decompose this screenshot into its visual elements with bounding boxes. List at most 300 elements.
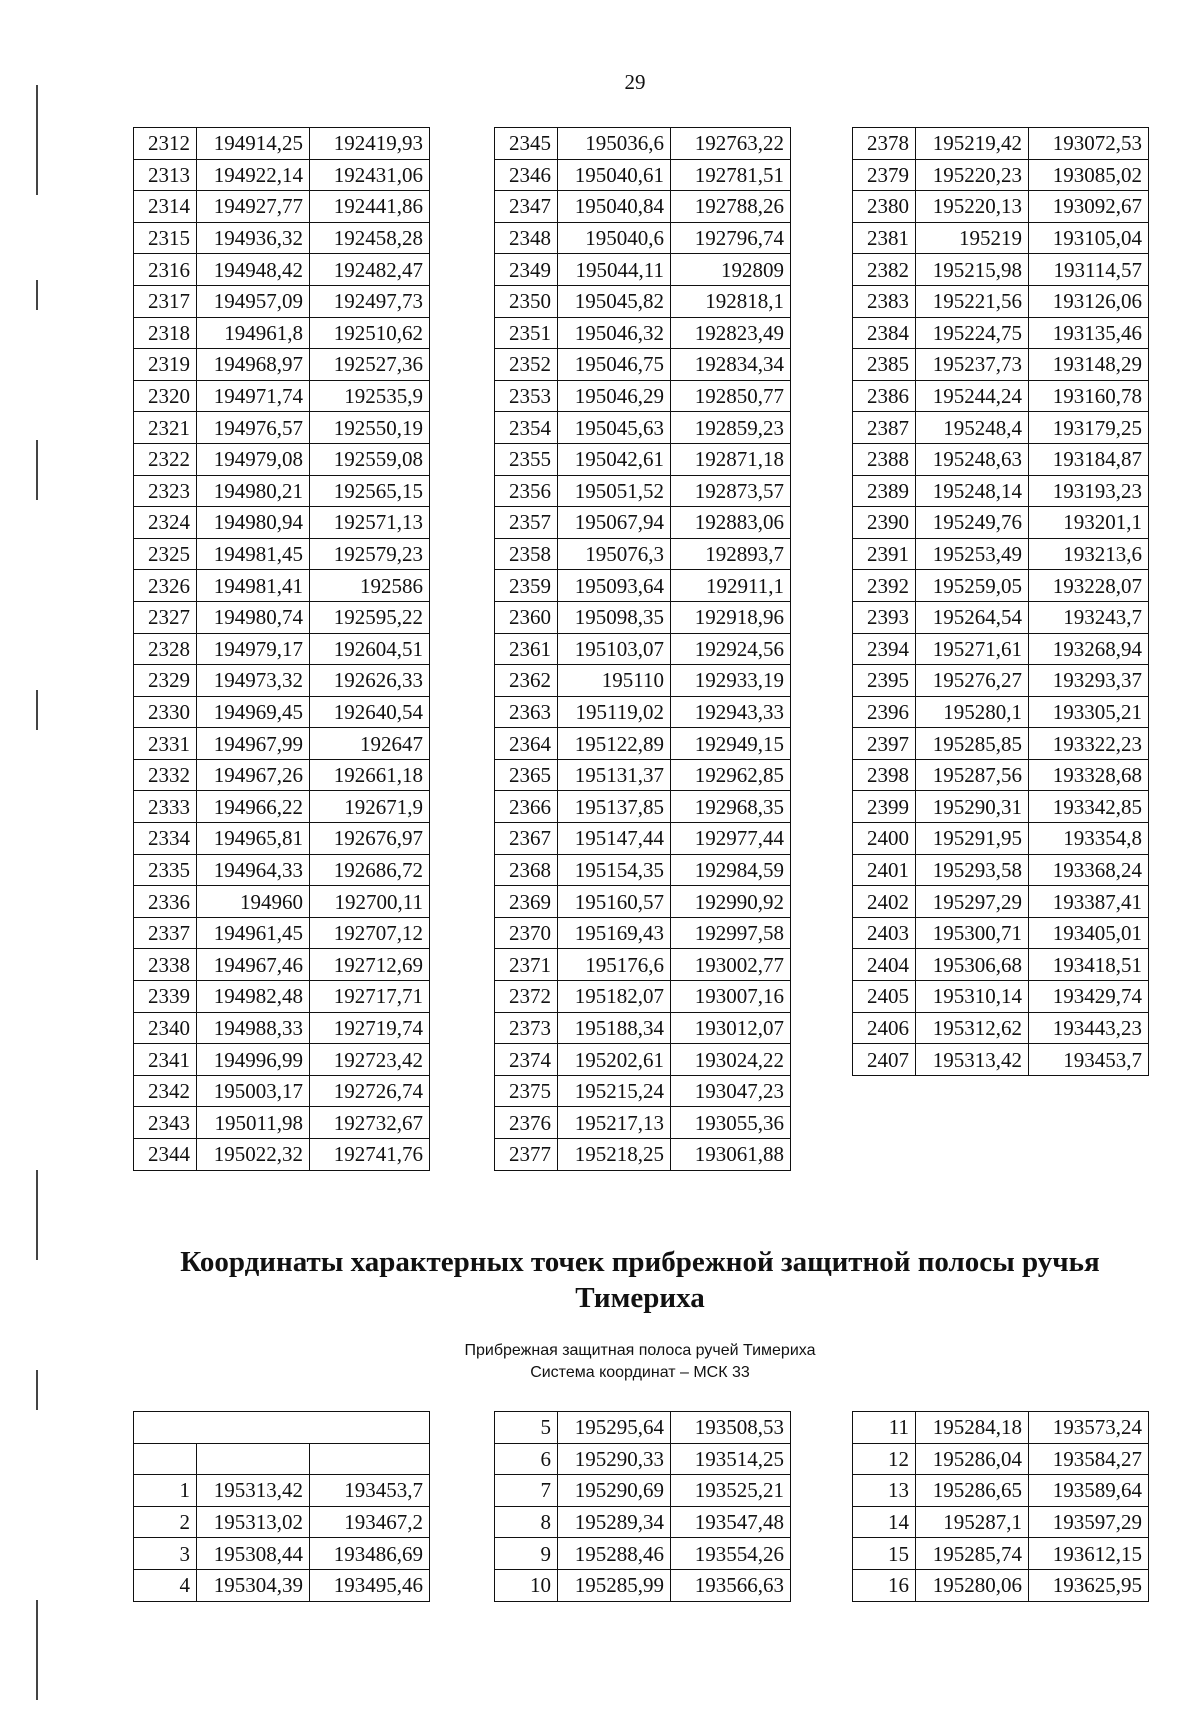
x-coordinate-cell: 195022,32 <box>197 1139 310 1171</box>
point-number-cell: 2319 <box>134 349 197 381</box>
table-row <box>853 665 1149 697</box>
x-coordinate-cell: 195287,1 <box>916 1506 1029 1538</box>
point-number-cell: 2341 <box>134 1044 197 1076</box>
coordinate-system-caption: Система координат – МСК 33 <box>530 1364 750 1381</box>
y-coordinate-cell: 192482,47 <box>310 254 430 286</box>
x-coordinate-cell: 195287,56 <box>916 759 1029 791</box>
point-number-cell: 2388 <box>853 443 916 475</box>
table-row <box>495 1475 791 1507</box>
y-coordinate-cell: 192626,33 <box>310 665 430 697</box>
x-coordinate-cell: 195040,6 <box>558 222 671 254</box>
table-row <box>134 759 430 791</box>
y-coordinate-cell: 192527,36 <box>310 349 430 381</box>
x-coordinate-cell: 195248,63 <box>916 443 1029 475</box>
point-number-cell: 2384 <box>853 317 916 349</box>
y-coordinate-cell: 193213,6 <box>1029 538 1149 570</box>
x-coordinate-cell: 195312,62 <box>916 1012 1029 1044</box>
y-coordinate-cell: 192796,74 <box>671 222 791 254</box>
table-row <box>134 222 430 254</box>
point-number-cell: 2350 <box>495 285 558 317</box>
x-coordinate-cell: 195219,42 <box>916 128 1029 160</box>
table-row <box>495 538 791 570</box>
table-row <box>134 728 430 760</box>
x-coordinate-cell: 195313,42 <box>916 1044 1029 1076</box>
x-coordinate-cell: 195217,13 <box>558 1107 671 1139</box>
y-coordinate-cell: 193486,69 <box>310 1538 430 1570</box>
point-number-cell: 2405 <box>853 981 916 1013</box>
y-coordinate-cell: 193160,78 <box>1029 380 1149 412</box>
x-coordinate-cell: 195237,73 <box>916 349 1029 381</box>
table-row <box>495 1538 791 1570</box>
table-caption: Прибрежная защитная полоса ручей Тимериха <box>464 1342 816 1359</box>
point-number-cell: 16 <box>853 1569 916 1601</box>
point-number-cell: 2371 <box>495 949 558 981</box>
point-number-cell: 15 <box>853 1538 916 1570</box>
table-row <box>134 1107 430 1139</box>
table-row <box>853 317 1149 349</box>
point-number-cell: 2323 <box>134 475 197 507</box>
y-coordinate-cell: 193467,2 <box>310 1506 430 1538</box>
table-row <box>853 759 1149 791</box>
x-coordinate-cell: 195119,02 <box>558 696 671 728</box>
empty-header-cell <box>134 1443 197 1475</box>
table-row <box>134 443 430 475</box>
table-row <box>853 254 1149 286</box>
point-number-cell: 2402 <box>853 886 916 918</box>
y-coordinate-cell: 193597,29 <box>1029 1506 1149 1538</box>
point-number-cell: 2347 <box>495 191 558 223</box>
point-number-cell: 2407 <box>853 1044 916 1076</box>
x-coordinate-cell: 195131,37 <box>558 759 671 791</box>
point-number-cell: 2385 <box>853 349 916 381</box>
x-coordinate-cell: 195220,13 <box>916 191 1029 223</box>
y-coordinate-cell: 193554,26 <box>671 1538 791 1570</box>
x-coordinate-cell: 195147,44 <box>558 823 671 855</box>
point-number-cell: 2346 <box>495 159 558 191</box>
point-number-cell: 2331 <box>134 728 197 760</box>
table-row <box>853 159 1149 191</box>
point-number-cell: 2374 <box>495 1044 558 1076</box>
table-row <box>495 696 791 728</box>
point-number-cell: 2322 <box>134 443 197 475</box>
table-row <box>853 412 1149 444</box>
point-number-cell: 2337 <box>134 917 197 949</box>
x-coordinate-cell: 195093,64 <box>558 570 671 602</box>
point-number-cell: 2339 <box>134 981 197 1013</box>
table-row <box>134 1506 430 1538</box>
y-coordinate-cell: 192834,34 <box>671 349 791 381</box>
table-row <box>495 191 791 223</box>
point-number-cell: 2351 <box>495 317 558 349</box>
y-coordinate-cell: 193092,67 <box>1029 191 1149 223</box>
point-number-cell: 2335 <box>134 854 197 886</box>
table-row <box>853 981 1149 1013</box>
y-coordinate-cell: 192719,74 <box>310 1012 430 1044</box>
y-coordinate-cell: 193193,23 <box>1029 475 1149 507</box>
table-row <box>134 570 430 602</box>
point-number-cell: 14 <box>853 1506 916 1538</box>
y-coordinate-cell: 193072,53 <box>1029 128 1149 160</box>
point-number-cell: 2360 <box>495 601 558 633</box>
y-coordinate-cell: 192661,18 <box>310 759 430 791</box>
y-coordinate-cell: 192990,92 <box>671 886 791 918</box>
table-row <box>495 1506 791 1538</box>
y-coordinate-cell: 193418,51 <box>1029 949 1149 981</box>
table-row <box>134 412 430 444</box>
y-coordinate-cell: 193589,64 <box>1029 1475 1149 1507</box>
point-number-cell: 1 <box>134 1475 197 1507</box>
point-number-cell: 2356 <box>495 475 558 507</box>
point-number-cell: 10 <box>495 1569 558 1601</box>
table-row <box>495 886 791 918</box>
x-coordinate-cell: 194981,41 <box>197 570 310 602</box>
table-row <box>495 443 791 475</box>
point-number-cell: 2399 <box>853 791 916 823</box>
table-row <box>495 317 791 349</box>
x-coordinate-cell: 195067,94 <box>558 507 671 539</box>
x-coordinate-cell: 195221,56 <box>916 285 1029 317</box>
y-coordinate-cell: 192871,18 <box>671 443 791 475</box>
x-coordinate-cell: 195044,11 <box>558 254 671 286</box>
table-row <box>134 886 430 918</box>
table-row <box>495 1044 791 1076</box>
x-coordinate-cell: 194964,33 <box>197 854 310 886</box>
table-row <box>495 222 791 254</box>
point-number-cell: 2330 <box>134 696 197 728</box>
point-number-cell: 2376 <box>495 1107 558 1139</box>
table-row <box>134 159 430 191</box>
y-coordinate-cell: 192586 <box>310 570 430 602</box>
y-coordinate-cell: 192984,59 <box>671 854 791 886</box>
point-number-cell: 11 <box>853 1412 916 1444</box>
x-coordinate-cell: 195276,27 <box>916 665 1029 697</box>
y-coordinate-cell: 192676,97 <box>310 823 430 855</box>
x-coordinate-cell: 195122,89 <box>558 728 671 760</box>
point-number-cell: 2375 <box>495 1075 558 1107</box>
x-coordinate-cell: 195291,95 <box>916 823 1029 855</box>
x-coordinate-cell: 194948,42 <box>197 254 310 286</box>
point-number-cell: 2334 <box>134 823 197 855</box>
point-number-cell: 2317 <box>134 285 197 317</box>
x-coordinate-cell: 195286,04 <box>916 1443 1029 1475</box>
point-number-cell: 2324 <box>134 507 197 539</box>
y-coordinate-cell: 193405,01 <box>1029 917 1149 949</box>
point-number-cell: 2372 <box>495 981 558 1013</box>
point-number-cell: 2332 <box>134 759 197 791</box>
x-coordinate-cell: 195290,31 <box>916 791 1029 823</box>
x-coordinate-cell: 194996,99 <box>197 1044 310 1076</box>
table-row <box>134 1044 430 1076</box>
point-number-cell: 2400 <box>853 823 916 855</box>
table-row <box>853 191 1149 223</box>
point-number-cell: 2328 <box>134 633 197 665</box>
table-row <box>853 1044 1149 1076</box>
coordinate-table <box>852 1411 1149 1602</box>
x-coordinate-cell: 195103,07 <box>558 633 671 665</box>
empty-header-cell <box>310 1443 430 1475</box>
y-coordinate-cell: 192497,73 <box>310 285 430 317</box>
x-coordinate-cell: 195076,3 <box>558 538 671 570</box>
coordinate-table <box>494 127 791 1171</box>
y-coordinate-cell: 192717,71 <box>310 981 430 1013</box>
x-coordinate-cell: 195271,61 <box>916 633 1029 665</box>
table-row <box>495 665 791 697</box>
x-coordinate-cell: 194988,33 <box>197 1012 310 1044</box>
y-coordinate-cell: 193566,63 <box>671 1569 791 1601</box>
y-coordinate-cell: 192943,33 <box>671 696 791 728</box>
y-coordinate-cell: 192911,1 <box>671 570 791 602</box>
table-row <box>853 380 1149 412</box>
x-coordinate-cell: 195098,35 <box>558 601 671 633</box>
y-coordinate-cell: 192962,85 <box>671 759 791 791</box>
x-coordinate-cell: 195304,39 <box>197 1569 310 1601</box>
table-row <box>134 854 430 886</box>
y-coordinate-cell: 192726,74 <box>310 1075 430 1107</box>
point-number-cell: 2389 <box>853 475 916 507</box>
y-coordinate-cell: 192647 <box>310 728 430 760</box>
y-coordinate-cell: 192431,06 <box>310 159 430 191</box>
y-coordinate-cell: 192924,56 <box>671 633 791 665</box>
y-coordinate-cell: 193243,7 <box>1029 601 1149 633</box>
y-coordinate-cell: 192818,1 <box>671 285 791 317</box>
y-coordinate-cell: 193612,15 <box>1029 1538 1149 1570</box>
point-number-cell: 13 <box>853 1475 916 1507</box>
y-coordinate-cell: 192883,06 <box>671 507 791 539</box>
point-number-cell: 2391 <box>853 538 916 570</box>
y-coordinate-cell: 193047,23 <box>671 1075 791 1107</box>
y-coordinate-cell: 193584,27 <box>1029 1443 1149 1475</box>
y-coordinate-cell: 192565,15 <box>310 475 430 507</box>
table-row <box>495 412 791 444</box>
x-coordinate-cell: 195249,76 <box>916 507 1029 539</box>
x-coordinate-cell: 195182,07 <box>558 981 671 1013</box>
point-number-cell: 2383 <box>853 285 916 317</box>
y-coordinate-cell: 192823,49 <box>671 317 791 349</box>
x-coordinate-cell: 194979,08 <box>197 443 310 475</box>
table-row <box>853 128 1149 160</box>
point-number-cell: 2406 <box>853 1012 916 1044</box>
y-coordinate-cell: 192850,77 <box>671 380 791 412</box>
table-row <box>134 1012 430 1044</box>
point-number-cell: 2393 <box>853 601 916 633</box>
empty-header-cell <box>134 1412 430 1444</box>
point-number-cell: 2362 <box>495 665 558 697</box>
point-number-cell: 2329 <box>134 665 197 697</box>
y-coordinate-cell: 192550,19 <box>310 412 430 444</box>
table-row <box>853 696 1149 728</box>
point-number-cell: 2343 <box>134 1107 197 1139</box>
table-row <box>853 886 1149 918</box>
empty-header-row <box>134 1443 430 1475</box>
x-coordinate-cell: 195137,85 <box>558 791 671 823</box>
scan-margin-line <box>36 1170 38 1260</box>
y-coordinate-cell: 192640,54 <box>310 696 430 728</box>
table-row <box>495 285 791 317</box>
x-coordinate-cell: 195280,06 <box>916 1569 1029 1601</box>
x-coordinate-cell: 194980,74 <box>197 601 310 633</box>
table-row <box>495 1107 791 1139</box>
table-row <box>134 665 430 697</box>
point-number-cell: 2320 <box>134 380 197 412</box>
table-row <box>495 349 791 381</box>
y-coordinate-cell: 192458,28 <box>310 222 430 254</box>
x-coordinate-cell: 194982,48 <box>197 981 310 1013</box>
y-coordinate-cell: 193387,41 <box>1029 886 1149 918</box>
table-row <box>134 380 430 412</box>
table-row <box>134 1139 430 1171</box>
y-coordinate-cell: 193184,87 <box>1029 443 1149 475</box>
point-number-cell: 2349 <box>495 254 558 286</box>
point-number-cell: 2325 <box>134 538 197 570</box>
x-coordinate-cell: 195036,6 <box>558 128 671 160</box>
x-coordinate-cell: 194980,21 <box>197 475 310 507</box>
y-coordinate-cell: 192579,23 <box>310 538 430 570</box>
y-coordinate-cell: 193105,04 <box>1029 222 1149 254</box>
x-coordinate-cell: 195040,84 <box>558 191 671 223</box>
x-coordinate-cell: 195046,75 <box>558 349 671 381</box>
y-coordinate-cell: 193342,85 <box>1029 791 1149 823</box>
table-row <box>134 1538 430 1570</box>
x-coordinate-cell: 195215,24 <box>558 1075 671 1107</box>
table-row <box>853 949 1149 981</box>
y-coordinate-cell: 193305,21 <box>1029 696 1149 728</box>
y-coordinate-cell: 193429,74 <box>1029 981 1149 1013</box>
table-row <box>853 1538 1149 1570</box>
x-coordinate-cell: 195220,23 <box>916 159 1029 191</box>
y-coordinate-cell: 192535,9 <box>310 380 430 412</box>
y-coordinate-cell: 193126,06 <box>1029 285 1149 317</box>
y-coordinate-cell: 193354,8 <box>1029 823 1149 855</box>
table-row <box>134 823 430 855</box>
point-number-cell: 2380 <box>853 191 916 223</box>
table-row <box>853 570 1149 602</box>
x-coordinate-cell: 195285,85 <box>916 728 1029 760</box>
table-row <box>853 349 1149 381</box>
y-coordinate-cell: 193547,48 <box>671 1506 791 1538</box>
scan-margin-line <box>36 1600 38 1700</box>
point-number-cell: 2321 <box>134 412 197 444</box>
table-row <box>495 1569 791 1601</box>
table-row <box>134 917 430 949</box>
table-row <box>853 823 1149 855</box>
x-coordinate-cell: 195169,43 <box>558 917 671 949</box>
x-coordinate-cell: 194961,45 <box>197 917 310 949</box>
y-coordinate-cell: 193268,94 <box>1029 633 1149 665</box>
x-coordinate-cell: 195110 <box>558 665 671 697</box>
empty-header-cell <box>197 1443 310 1475</box>
x-coordinate-cell: 194967,46 <box>197 949 310 981</box>
point-number-cell: 12 <box>853 1443 916 1475</box>
y-coordinate-cell: 193148,29 <box>1029 349 1149 381</box>
coordinate-table <box>133 1411 430 1602</box>
x-coordinate-cell: 195160,57 <box>558 886 671 918</box>
scan-margin-line <box>36 85 38 195</box>
x-coordinate-cell: 195011,98 <box>197 1107 310 1139</box>
y-coordinate-cell: 193135,46 <box>1029 317 1149 349</box>
x-coordinate-cell: 195280,1 <box>916 696 1029 728</box>
table-row <box>853 728 1149 760</box>
y-coordinate-cell: 192571,13 <box>310 507 430 539</box>
table-row <box>853 222 1149 254</box>
table-row <box>134 1075 430 1107</box>
y-coordinate-cell: 192700,11 <box>310 886 430 918</box>
point-number-cell: 2381 <box>853 222 916 254</box>
y-coordinate-cell: 193368,24 <box>1029 854 1149 886</box>
x-coordinate-cell: 195313,42 <box>197 1475 310 1507</box>
table-row <box>495 475 791 507</box>
x-coordinate-cell: 195046,29 <box>558 380 671 412</box>
point-number-cell: 2353 <box>495 380 558 412</box>
x-coordinate-cell: 195297,29 <box>916 886 1029 918</box>
point-number-cell: 2379 <box>853 159 916 191</box>
point-number-cell: 2316 <box>134 254 197 286</box>
table-row <box>853 601 1149 633</box>
x-coordinate-cell: 195285,99 <box>558 1569 671 1601</box>
table-row <box>853 475 1149 507</box>
y-coordinate-cell: 192968,35 <box>671 791 791 823</box>
x-coordinate-cell: 195288,46 <box>558 1538 671 1570</box>
point-number-cell: 2378 <box>853 128 916 160</box>
table-row <box>134 601 430 633</box>
point-number-cell: 2404 <box>853 949 916 981</box>
scan-margin-line <box>36 280 38 310</box>
y-coordinate-cell: 192707,12 <box>310 917 430 949</box>
x-coordinate-cell: 195040,61 <box>558 159 671 191</box>
y-coordinate-cell: 193012,07 <box>671 1012 791 1044</box>
empty-header-row <box>134 1412 430 1444</box>
x-coordinate-cell: 194976,57 <box>197 412 310 444</box>
x-coordinate-cell: 194957,09 <box>197 285 310 317</box>
y-coordinate-cell: 192604,51 <box>310 633 430 665</box>
point-number-cell: 2403 <box>853 917 916 949</box>
point-number-cell: 2370 <box>495 917 558 949</box>
table-row <box>853 538 1149 570</box>
y-coordinate-cell: 192859,23 <box>671 412 791 444</box>
page-number: 29 <box>624 70 646 94</box>
y-coordinate-cell: 192763,22 <box>671 128 791 160</box>
x-coordinate-cell: 195051,52 <box>558 475 671 507</box>
y-coordinate-cell: 192873,57 <box>671 475 791 507</box>
x-coordinate-cell: 194968,97 <box>197 349 310 381</box>
point-number-cell: 3 <box>134 1538 197 1570</box>
point-number-cell: 2382 <box>853 254 916 286</box>
coordinate-table <box>852 127 1149 1076</box>
x-coordinate-cell: 195295,64 <box>558 1412 671 1444</box>
table-row <box>853 285 1149 317</box>
y-coordinate-cell: 192671,9 <box>310 791 430 823</box>
y-coordinate-cell: 192559,08 <box>310 443 430 475</box>
y-coordinate-cell: 193114,57 <box>1029 254 1149 286</box>
point-number-cell: 2395 <box>853 665 916 697</box>
point-number-cell: 5 <box>495 1412 558 1444</box>
x-coordinate-cell: 195154,35 <box>558 854 671 886</box>
x-coordinate-cell: 195259,05 <box>916 570 1029 602</box>
table-row <box>495 854 791 886</box>
x-coordinate-cell: 195045,63 <box>558 412 671 444</box>
table-row <box>853 854 1149 886</box>
table-row <box>495 159 791 191</box>
x-coordinate-cell: 194966,22 <box>197 791 310 823</box>
x-coordinate-cell: 194960 <box>197 886 310 918</box>
point-number-cell: 2345 <box>495 128 558 160</box>
point-number-cell: 2333 <box>134 791 197 823</box>
y-coordinate-cell: 192788,26 <box>671 191 791 223</box>
table-row <box>495 380 791 412</box>
x-coordinate-cell: 194981,45 <box>197 538 310 570</box>
table-row <box>134 254 430 286</box>
table-row <box>853 1443 1149 1475</box>
x-coordinate-cell: 194936,32 <box>197 222 310 254</box>
